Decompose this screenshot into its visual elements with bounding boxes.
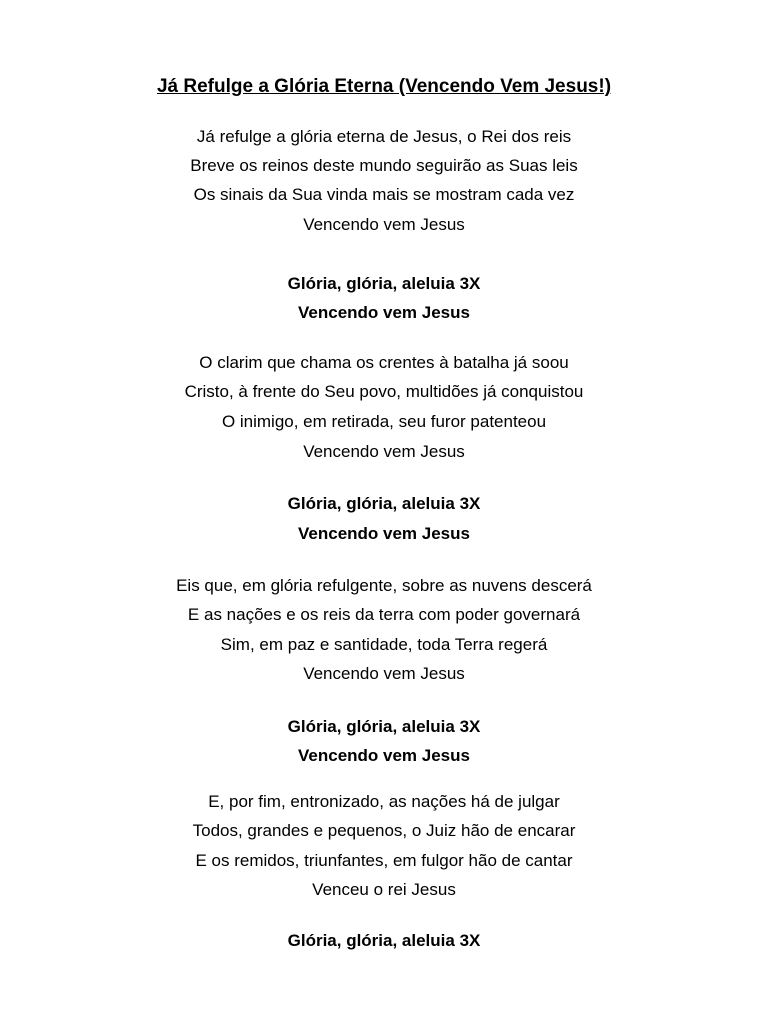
chorus2-line-2: Vencendo vem Jesus	[298, 524, 470, 543]
verse4-line-2: Todos, grandes e pequenos, o Juiz hão de encarar	[192, 821, 576, 840]
verse1-line-2: Breve os reinos deste mundo seguirão as Suas leis	[190, 156, 578, 175]
verse3-line-1: Eis que, em glória refulgente, sobre as nuvens descerá	[176, 576, 592, 595]
chorus4-line-1: Glória, glória, aleluia 3X	[287, 931, 481, 950]
verse2-line-3: O inimigo, em retirada, seu furor patenteou	[221, 412, 547, 431]
verse3-line-2: E as nações e os reis da terra com poder governará	[187, 605, 581, 624]
verse4-line-3: E os remidos, triunfantes, em fulgor hão de cantar	[195, 851, 573, 870]
verse2-line-2: Cristo, à frente do Seu povo, multidões já conquistou	[184, 382, 584, 401]
chorus3-line-2: Vencendo vem Jesus	[298, 746, 470, 765]
verse2-line-1: O clarim que chama os crentes à batalha já soou	[199, 353, 569, 372]
page-title: Já Refulge a Glória Eterna (Vencendo Vem Jesus!)	[156, 76, 612, 97]
verse4-line-1: E, por fim, entronizado, as nações há de julgar	[208, 792, 560, 811]
verse1-line-4: Vencendo vem Jesus	[303, 215, 465, 234]
verse2-line-4: Vencendo vem Jesus	[303, 442, 465, 461]
verse4-line-4: Venceu o rei Jesus	[312, 880, 456, 899]
verse1-line-1: Já refulge a glória eterna de Jesus, o Rei dos reis	[196, 127, 572, 146]
verse3-line-3: Sim, em paz e santidade, toda Terra regerá	[220, 635, 548, 654]
chorus1-line-2: Vencendo vem Jesus	[298, 303, 470, 322]
chorus3-line-1: Glória, glória, aleluia 3X	[287, 717, 481, 736]
verse3-line-4: Vencendo vem Jesus	[303, 664, 465, 683]
verse1-line-3: Os sinais da Sua vinda mais se mostram cada vez	[193, 185, 575, 204]
chorus1-line-1: Glória, glória, aleluia 3X	[287, 274, 481, 293]
chorus2-line-1: Glória, glória, aleluia 3X	[287, 494, 481, 513]
